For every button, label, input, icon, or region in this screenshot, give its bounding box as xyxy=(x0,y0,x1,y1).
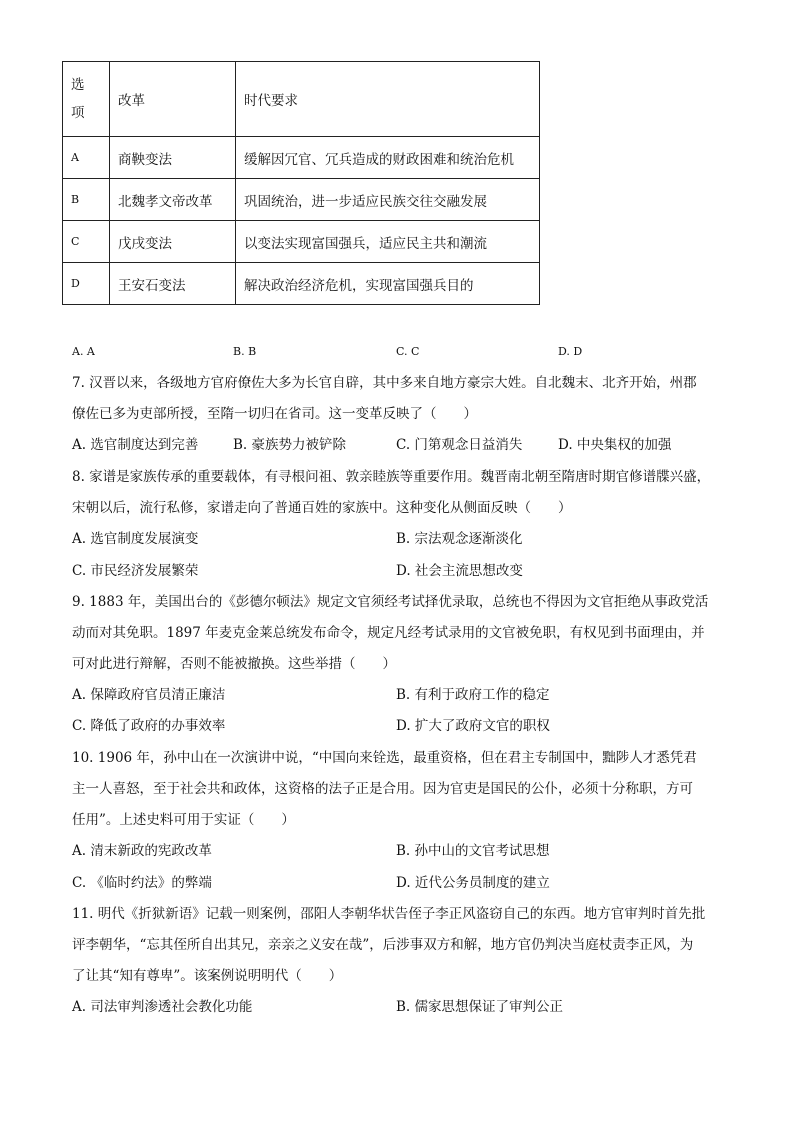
row-requirement: 以变法实现富国强兵，适应民主共和潮流 xyxy=(236,221,540,263)
q6-option-c: C. C xyxy=(396,345,420,358)
q7-option-c: C. 门第观念日益消失 xyxy=(396,437,523,453)
header-option-cell xyxy=(63,62,110,137)
q7-stem-line: 僚佐已多为吏部所授，至隋一切归在省司。这一变革反映了（ ） xyxy=(72,406,477,422)
row-option: C xyxy=(63,221,110,263)
row-option: B xyxy=(63,179,110,221)
q9-option-b: B. 有利于政府工作的稳定 xyxy=(396,687,550,703)
q7-option-b: B. 豪族势力被铲除 xyxy=(233,437,347,453)
q10-option-c: C. 《临时约法》的弊端 xyxy=(72,875,212,891)
q7-stem-line: 7. 汉晋以来，各级地方官府僚佐大多为长官自辟，其中多来自地方豪宗大姓。自北魏末、北齐开始，州郡 xyxy=(72,375,697,391)
row-requirement: 解决政治经济危机，实现富国强兵目的 xyxy=(236,263,540,305)
q9-option-a: A. 保障政府官员清正廉洁 xyxy=(72,687,226,703)
q10-stem-line: 主一人喜怒，至于社会共和政体，这资格的法子正是合用。因为官吏是国民的公仆，必须十分称职，方可 xyxy=(72,781,693,797)
q8-option-a: A. 选官制度发展演变 xyxy=(72,531,199,547)
table-row xyxy=(63,137,540,179)
q10-option-b: B. 孙中山的文官考试思想 xyxy=(396,843,550,859)
q10-option-a: A. 清末新政的宪政改革 xyxy=(72,843,212,859)
q6-option-b: B. B xyxy=(233,345,257,358)
q8-stem-line: 宋朝以后，流行私修，家谱走向了普通百姓的家族中。这种变化从侧面反映（ ） xyxy=(72,500,572,516)
q6-option-d: D. D xyxy=(558,345,583,358)
table-header-row xyxy=(63,62,540,137)
row-option: A xyxy=(63,137,110,179)
table-row xyxy=(63,263,540,305)
reform-table xyxy=(62,61,540,305)
q11-stem-line: 11. 明代《折狱新语》记载一则案例，邵阳人李朝华状告侄子李正风盗窃自己的东西。地方官审判时首先批 xyxy=(72,906,706,922)
row-reform: 戊戌变法 xyxy=(110,221,236,263)
q11-stem-line: 评李朝华，“忘其侄所自出其兄，亲亲之义安在哉”，后涉事双方和解，地方官仍判决当庭杖责李正风，为 xyxy=(72,937,694,953)
row-reform: 王安石变法 xyxy=(110,263,236,305)
row-requirement: 巩固统治，进一步适应民族交往交融发展 xyxy=(236,179,540,221)
q9-stem-line: 动而对其免职。1897 年麦克金莱总统发布命令，规定凡经考试录用的文官被免职，有权见到书面理由，并 xyxy=(72,625,705,641)
q7-option-a: A. 选官制度达到完善 xyxy=(72,437,199,453)
q10-option-d: D. 近代公务员制度的建立 xyxy=(396,875,550,891)
q11-option-b: B. 儒家思想保证了审判公正 xyxy=(396,999,564,1015)
q11-option-a: A. 司法审判渗透社会教化功能 xyxy=(72,999,253,1015)
q9-stem-line: 9. 1883 年，美国出台的《彭德尔顿法》规定文官须经考试择优录取，总统也不得因为文官拒绝从事政党活 xyxy=(72,594,709,610)
q9-option-d: D. 扩大了政府文官的职权 xyxy=(396,718,550,734)
q8-option-b: B. 宗法观念逐渐淡化 xyxy=(396,531,523,547)
row-option: D xyxy=(63,263,110,305)
header-option-bottom: 项 xyxy=(71,105,85,121)
row-reform: 北魏孝文帝改革 xyxy=(110,179,236,221)
q8-option-d: D. 社会主流思想改变 xyxy=(396,563,523,579)
header-option-top: 选 xyxy=(71,77,85,93)
q7-option-d: D. 中央集权的加强 xyxy=(558,437,672,453)
header-reform: 改革 xyxy=(110,62,236,137)
q6-option-a: A. A xyxy=(72,345,95,358)
q11-stem-line: 了让其“知有尊卑”。该案例说明明代（ ） xyxy=(72,968,343,984)
header-requirement: 时代要求 xyxy=(236,62,540,137)
q9-stem-line: 可对此进行辩解，否则不能被撤换。这些举措（ ） xyxy=(72,656,396,672)
q8-option-c: C. 市民经济发展繁荣 xyxy=(72,563,199,579)
table-row xyxy=(63,221,540,263)
q10-stem-line: 10. 1906 年，孙中山在一次演讲中说，“中国向来铨选，最重资格，但在君主专制国中，黜陟人才悉凭君 xyxy=(72,750,697,766)
q8-stem-line: 8. 家谱是家族传承的重要载体，有寻根问祖、敦亲睦族等重要作用。魏晋南北朝至隋唐时期官修谱牒兴盛， xyxy=(72,469,711,485)
table-row xyxy=(63,179,540,221)
row-requirement: 缓解因冗官、冗兵造成的财政困难和统治危机 xyxy=(236,137,540,179)
q10-stem-line: 任用”。上述史料可用于实证（ ） xyxy=(72,812,295,828)
q9-option-c: C. 降低了政府的办事效率 xyxy=(72,718,226,734)
row-reform: 商鞅变法 xyxy=(110,137,236,179)
